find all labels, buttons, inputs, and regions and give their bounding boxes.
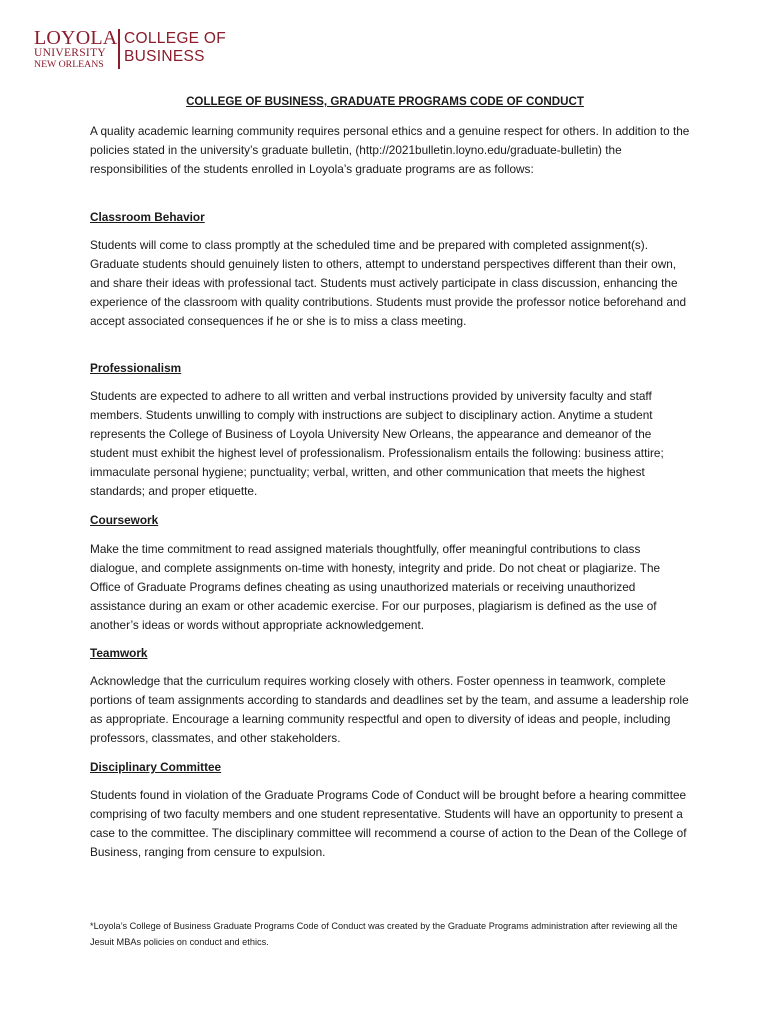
logo-college-line1: COLLEGE OF — [124, 30, 227, 47]
section-body-coursework: Make the time commitment to read assigned materials thoughtfully, offer meaningful contributions to class dialogue, and complete assignments on-time with honesty, integrity and pride. Do not cheat or plagiarize. The Office of Graduate Programs defines cheating as using unauthorized materials or receiving unauthorized assistance during an exam or other academic exercise. For our purposes, plagiarism is defined as the use of another’s ideas or words without appropriate acknowledgement. — [90, 542, 661, 632]
logo-college-name — [124, 30, 226, 66]
section-body-teamwork: Acknowledge that the curriculum requires working closely with others. Foster openness in teamwork, complete portions of team assignments according to standards and deadlines set by the team, and assume a leadership role as appropriate. Encourage a learning community respectful and open to diversity of ideas and people, including professors, classmates, and other stakeholders. — [90, 674, 689, 745]
logo-divider — [118, 29, 120, 69]
section-heading-classroom-behavior: Classroom Behavior — [90, 210, 205, 224]
logo-new-orleans-text: NEW ORLEANS — [34, 58, 104, 70]
loyola-logo — [34, 28, 234, 72]
section-heading-disciplinary-committee: Disciplinary Committee — [90, 760, 222, 774]
section-heading-coursework: Coursework — [90, 513, 159, 527]
section-body-disciplinary-committee: Students found in violation of the Graduate Programs Code of Conduct will be brought before a hearing committee comprising of two faculty members and one student representative. Students will have an opportunity to present a case to the committee. The disciplinary committee will recommend a course of action to the Dean of the College of Business, ranging from censure to expulsion. — [90, 788, 687, 859]
document-title: COLLEGE OF BUSINESS, GRADUATE PROGRAMS CODE OF CONDUCT — [186, 95, 584, 108]
section-heading-professionalism: Professionalism — [90, 361, 182, 375]
logo-loyola-text: LOYOLA — [34, 27, 118, 49]
intro-paragraph: A quality academic learning community requires personal ethics and a genuine respect for others. In addition to the policies stated in the university’s graduate bulletin, (http://2021bulletin.loyno.edu/graduate-bulletin) the responsibilities of the students enrolled in Loyola’s graduate programs are as follows: — [90, 124, 690, 176]
section-body-professionalism: Students are expected to adhere to all written and verbal instructions provided by university faculty and staff members. Students unwilling to comply with instructions are subject to disciplinary action. Anytime a student represents the College of Business of Loyola University New Orleans, the appearance and demeanor of the student must exhibit the highest level of professionalism. Professionalism entails the following: business attire; immaculate personal hygiene; punctuality; verbal, written, and other communication that meets the highest standards; and proper etiquette. — [90, 389, 664, 498]
section-heading-teamwork: Teamwork — [90, 646, 148, 660]
logo-college-line2: BUSINESS — [124, 48, 205, 65]
logo-university-mark — [34, 27, 118, 70]
logo-university-text: UNIVERSITY — [34, 47, 106, 59]
section-body-classroom-behavior: Students will come to class promptly at the scheduled time and be prepared with completed assignment(s). Graduate students should genuinely listen to others, attempt to understand perspectives different than their own, and share their ideas with professional tact. Students must actively participate in class discussion, enhancing the experience of the classroom with quality contributions. Students must provide the professor notice beforehand and accept associated consequences if he or she is to miss a class meeting. — [90, 238, 687, 328]
footnote: *Loyola’s College of Business Graduate Programs Code of Conduct was created by the Graduate Programs administration after reviewing all the Jesuit MBAs policies on conduct and ethics. — [90, 921, 678, 947]
